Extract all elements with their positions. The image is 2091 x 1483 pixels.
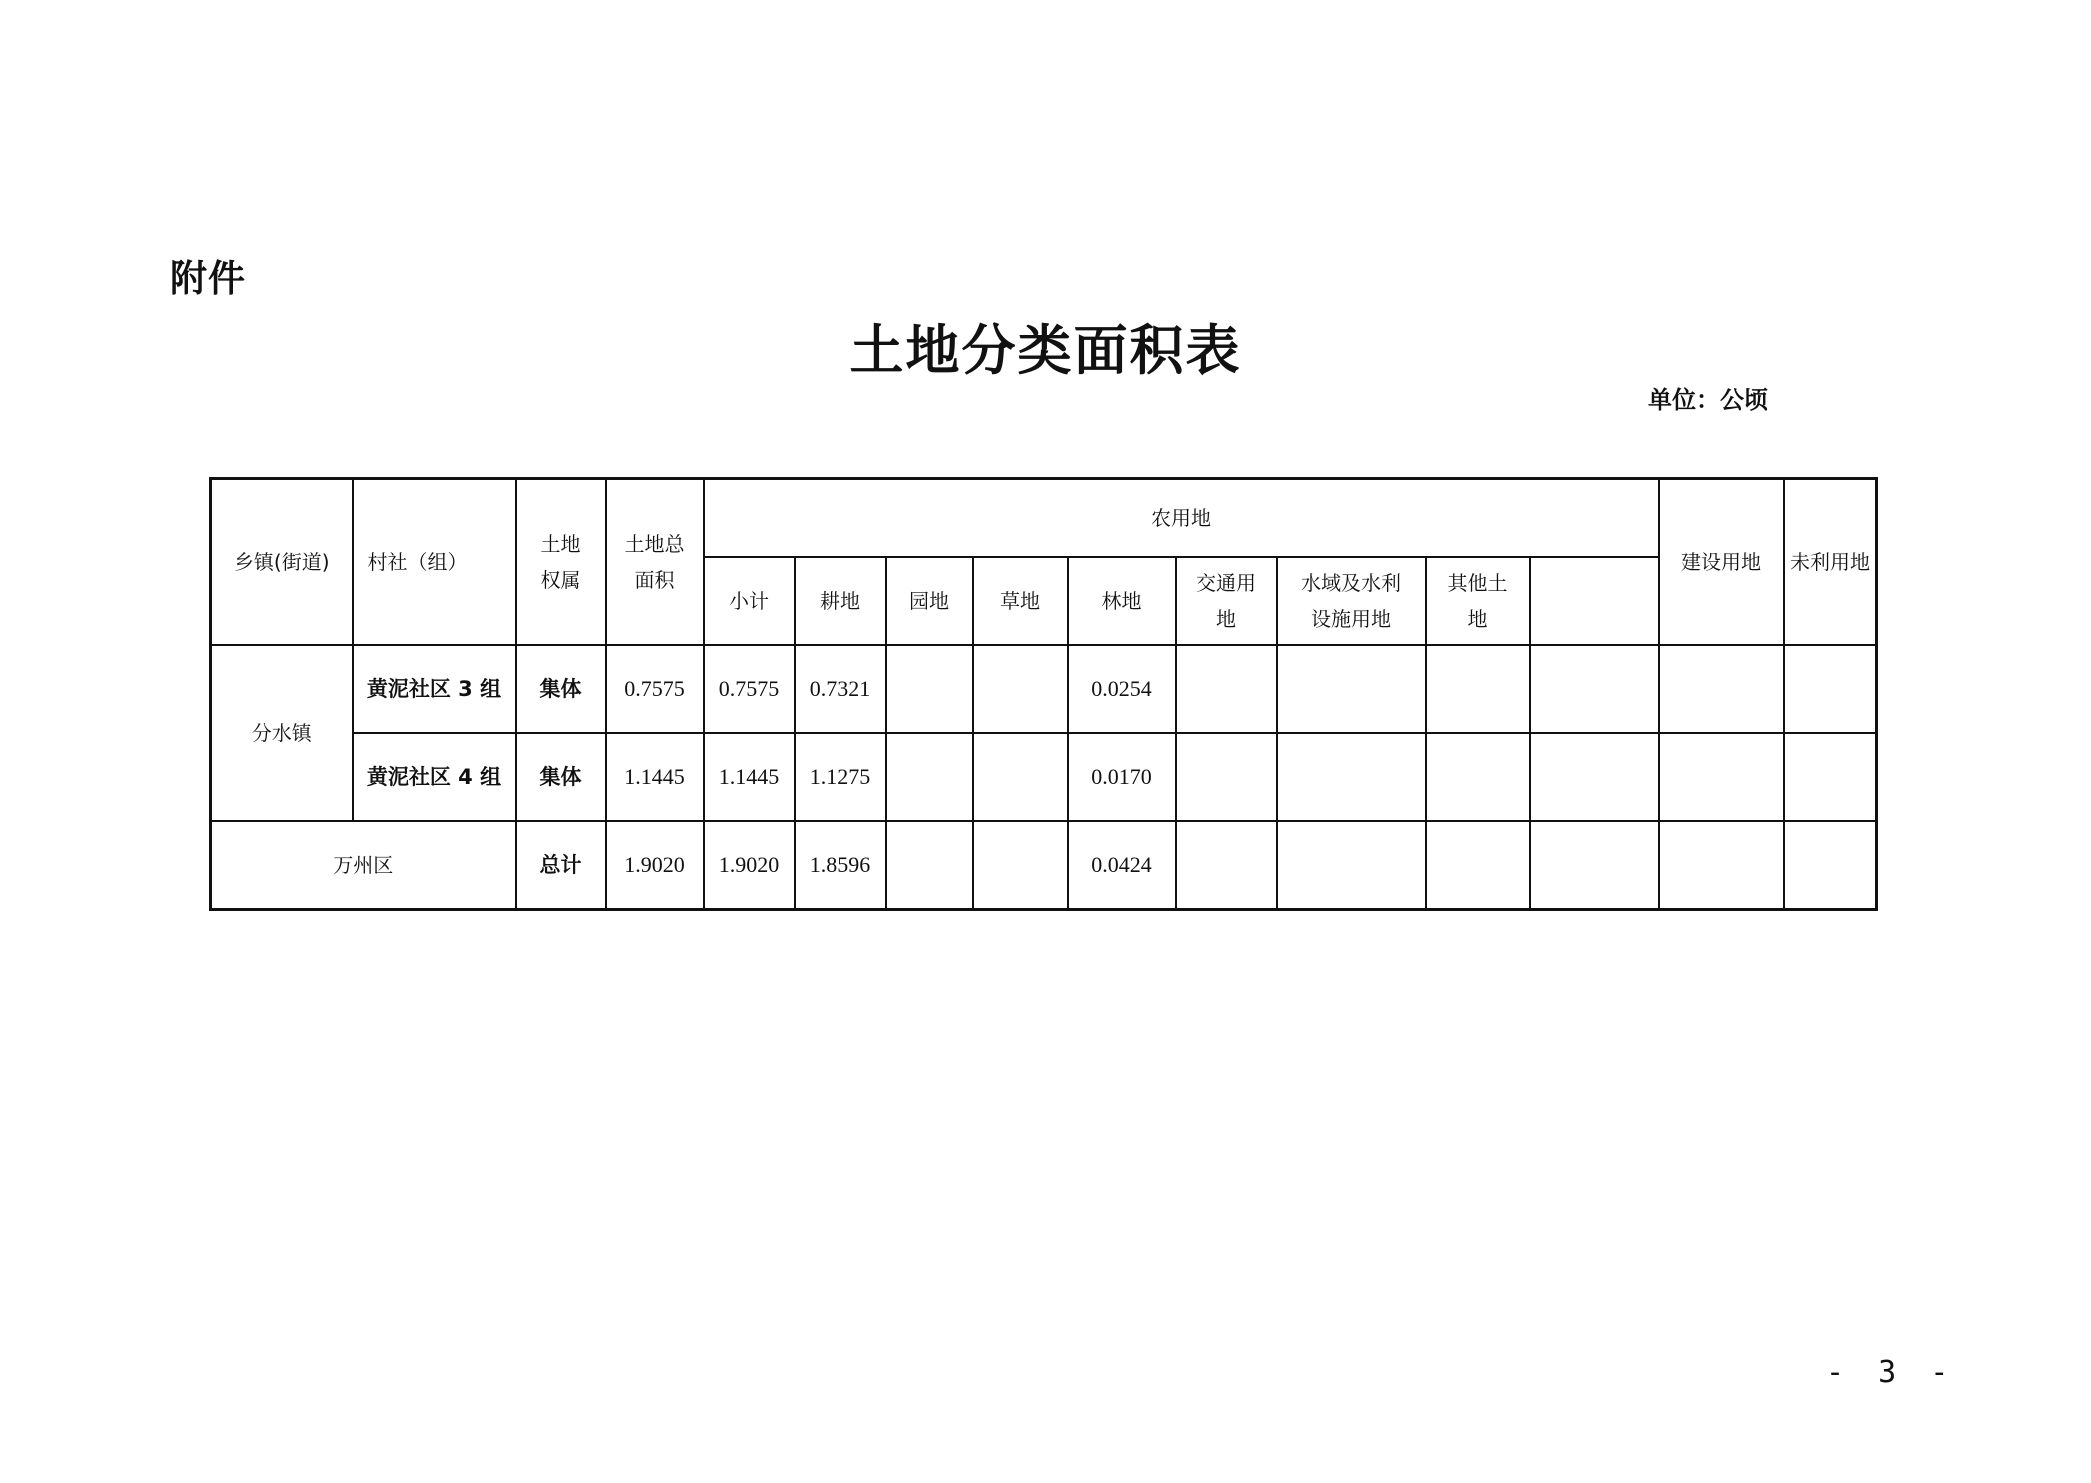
water-cell	[1277, 821, 1426, 910]
land-classification-table	[209, 477, 1878, 911]
construction-cell	[1530, 733, 1659, 821]
header-town: 乡镇(街道)	[211, 479, 353, 646]
grassland-cell	[973, 821, 1068, 910]
header-cultivated: 耕地	[795, 557, 886, 645]
table-row	[211, 733, 1877, 821]
total-label: 总计	[516, 821, 606, 910]
unused-cell	[1659, 821, 1784, 910]
total-area-cell: 0.7575	[606, 645, 704, 733]
garden-cell	[886, 733, 973, 821]
transport-cell	[1176, 733, 1277, 821]
subtotal-cell: 1.1445	[704, 733, 795, 821]
header-transport	[1176, 557, 1277, 645]
remarks-cell	[1784, 733, 1877, 821]
unused-cell	[1659, 733, 1784, 821]
subtotal-cell: 1.9020	[704, 821, 795, 910]
ownership-cell: 集体	[516, 645, 606, 733]
attachment-label: 附件	[170, 257, 246, 300]
table-row	[211, 645, 1877, 733]
transport-cell	[1176, 645, 1277, 733]
total-area-cell: 1.1445	[606, 733, 704, 821]
header-ownership	[516, 479, 606, 646]
construction-cell	[1530, 821, 1659, 910]
transport-cell	[1176, 821, 1277, 910]
village-name: 黄泥社区 4 组	[353, 733, 516, 821]
town-name: 分水镇	[211, 645, 353, 821]
remarks-cell	[1784, 821, 1877, 910]
header-total-area-text: 土地总面积	[624, 532, 685, 592]
cultivated-cell: 1.8596	[795, 821, 886, 910]
garden-cell	[886, 645, 973, 733]
header-agricultural-land: 农用地	[704, 479, 1659, 558]
page-number: - 3 -	[1826, 1355, 1957, 1390]
cultivated-cell: 0.7321	[795, 645, 886, 733]
header-subtotal: 小计	[704, 557, 795, 645]
header-construction: 建设用地	[1659, 479, 1784, 646]
construction-cell	[1530, 645, 1659, 733]
header-ownership-text: 土地权属	[540, 532, 581, 592]
unit-label: 单位：公顷	[1648, 386, 1768, 414]
grassland-cell	[973, 733, 1068, 821]
header-water	[1277, 557, 1426, 645]
unused-cell	[1659, 645, 1784, 733]
header-other	[1426, 557, 1530, 645]
ownership-cell: 集体	[516, 733, 606, 821]
header-grassland: 草地	[973, 557, 1068, 645]
total-area-cell: 1.9020	[606, 821, 704, 910]
district-name: 万州区	[211, 821, 516, 910]
header-village: 村社（组）	[353, 479, 516, 646]
forest-cell: 0.0254	[1068, 645, 1176, 733]
remarks-cell	[1784, 645, 1877, 733]
grassland-cell	[973, 645, 1068, 733]
village-name: 黄泥社区 3 组	[353, 645, 516, 733]
header-forest: 林地	[1068, 557, 1176, 645]
forest-cell: 0.0424	[1068, 821, 1176, 910]
other-cell	[1426, 733, 1530, 821]
header-other-text: 其他土地	[1447, 571, 1508, 631]
other-cell	[1426, 645, 1530, 733]
total-row	[211, 821, 1877, 910]
header-water-text: 水域及水利设施用地	[1301, 571, 1401, 631]
forest-cell: 0.0170	[1068, 733, 1176, 821]
other-cell	[1426, 821, 1530, 910]
header-total-area	[606, 479, 704, 646]
water-cell	[1277, 733, 1426, 821]
subtotal-cell: 0.7575	[704, 645, 795, 733]
cultivated-cell: 1.1275	[795, 733, 886, 821]
header-transport-text: 交通用地	[1196, 571, 1256, 631]
header-unused: 未利用地	[1784, 479, 1877, 646]
header-garden: 园地	[886, 557, 973, 645]
document-title: 土地分类面积表	[849, 319, 1242, 382]
garden-cell	[886, 821, 973, 910]
water-cell	[1277, 645, 1426, 733]
